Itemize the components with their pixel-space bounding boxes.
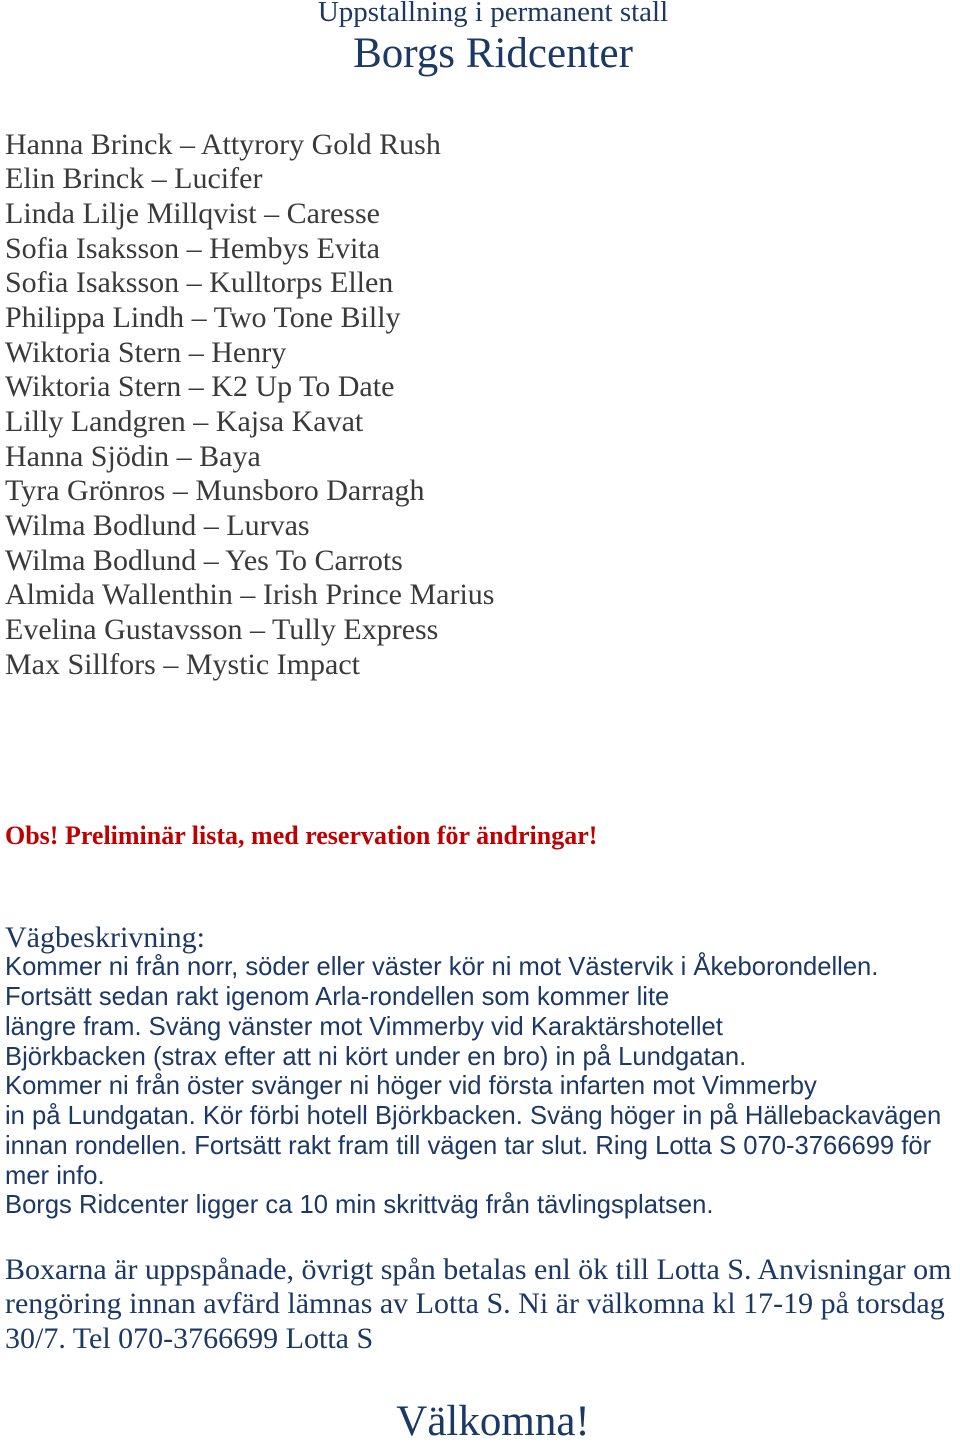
horse-name: Irish Prince Marius	[262, 578, 495, 612]
box-info-paragraph	[5, 1253, 951, 1357]
list-item	[5, 440, 494, 475]
rider-name: Elin Brinck	[5, 162, 145, 196]
directions-line: Borgs Ridcenter ligger ca 10 min skrittväg från tävlingsplatsen.	[5, 1191, 714, 1220]
separator-dash: –	[193, 404, 209, 438]
list-item	[5, 266, 494, 301]
separator-dash: –	[186, 266, 202, 300]
rider-name: Wilma Bodlund	[5, 543, 197, 577]
list-item	[5, 405, 494, 440]
separator-dash: –	[188, 335, 204, 369]
directions-line: in på Lundgatan. Kör förbi hotell Björkbacken. Sväng höger in på Hällebackavägen	[5, 1102, 942, 1131]
rider-name: Tyra Grönros	[5, 474, 166, 508]
rider-name: Sofia Isaksson	[5, 231, 180, 265]
info-line: rengöring innan avfärd lämnas av Lotta S. Ni är välkomna kl 17-19 på torsdag	[5, 1287, 945, 1321]
separator-dash: –	[176, 439, 192, 473]
page-title: Borgs Ridcenter	[353, 30, 633, 77]
rider-name: Almida Wallenthin	[5, 578, 233, 612]
list-item	[5, 128, 494, 163]
rider-name: Hanna Brinck	[5, 127, 173, 161]
horse-name: Munsboro Darragh	[195, 474, 425, 508]
directions-text	[5, 953, 941, 1221]
list-item	[5, 370, 494, 405]
list-item	[5, 578, 494, 613]
rider-name: Evelina Gustavsson	[5, 612, 243, 646]
directions-line: Kommer ni från norr, söder eller väster kör ni mot Västervik i Åkeborondellen.	[5, 953, 879, 982]
separator-dash: –	[179, 127, 195, 161]
page-subtitle: Uppstallning i permanent stall	[317, 0, 669, 28]
preliminary-notice: Obs! Preliminär lista, med reservation för ändringar!	[5, 821, 598, 850]
separator-dash: –	[191, 300, 207, 334]
rider-name: Max Sillfors	[5, 647, 156, 681]
separator-dash: –	[172, 474, 188, 508]
separator-dash: –	[151, 162, 167, 196]
rider-name: Wiktoria Stern	[5, 370, 182, 404]
rider-name: Lilly Landgren	[5, 404, 186, 438]
directions-line: längre fram. Sväng vänster mot Vimmerby vid Karaktärshotellet	[5, 1012, 723, 1041]
horse-name: Baya	[199, 439, 261, 473]
separator-dash: –	[264, 196, 280, 230]
list-item	[5, 474, 494, 509]
horse-name: Caresse	[286, 196, 380, 230]
list-item	[5, 162, 494, 197]
list-item	[5, 301, 494, 336]
directions-line: innan rondellen. Fortsätt rakt fram till vägen tar slut. Ring Lotta S 070-3766699 för	[5, 1131, 932, 1160]
directions-line: Fortsätt sedan rakt igenom Arla-rondellen som kommer lite	[5, 983, 670, 1012]
horse-name: Yes To Carrots	[225, 543, 403, 577]
list-item	[5, 613, 494, 648]
rider-name: Linda Lilje Millqvist	[5, 196, 257, 230]
separator-dash: –	[163, 647, 179, 681]
horse-name: Kulltorps Ellen	[209, 266, 394, 300]
info-line: 30/7. Tel 070-3766699 Lotta S	[5, 1321, 374, 1355]
list-item	[5, 197, 494, 232]
separator-dash: –	[249, 612, 265, 646]
list-item	[5, 509, 494, 544]
stable-assignment-list	[5, 128, 494, 683]
horse-name: Hembys Evita	[209, 231, 380, 265]
horse-name: Two Tone Billy	[213, 300, 401, 334]
directions-heading: Vägbeskrivning:	[5, 920, 205, 954]
rider-name: Philippa Lindh	[5, 300, 185, 334]
horse-name: Tully Express	[271, 612, 439, 646]
rider-name: Hanna Sjödin	[5, 439, 170, 473]
horse-name: K2 Up To Date	[211, 370, 395, 404]
separator-dash: –	[203, 543, 219, 577]
separator-dash: –	[203, 508, 219, 542]
separator-dash: –	[186, 231, 202, 265]
directions-line: Kommer ni från öster svänger ni höger vid första infarten mot Vimmerby	[5, 1072, 817, 1101]
list-item	[5, 232, 494, 267]
separator-dash: –	[188, 370, 204, 404]
list-item	[5, 544, 494, 579]
info-line: Boxarna är uppspånade, övrigt spån betalas enl ök till Lotta S. Anvisningar om	[5, 1252, 952, 1286]
separator-dash: –	[240, 578, 256, 612]
rider-name: Wiktoria Stern	[5, 335, 182, 369]
closing-greeting: Välkomna!	[396, 1397, 590, 1443]
rider-name: Sofia Isaksson	[5, 266, 180, 300]
horse-name: Kajsa Kavat	[215, 404, 364, 438]
horse-name: Mystic Impact	[185, 647, 360, 681]
horse-name: Lucifer	[174, 162, 263, 196]
directions-line: Björkbacken (strax efter att ni kört under en bro) in på Lundgatan.	[5, 1042, 747, 1071]
rider-name: Wilma Bodlund	[5, 508, 197, 542]
horse-name: Attyrory Gold Rush	[200, 127, 441, 161]
list-item	[5, 336, 494, 371]
horse-name: Henry	[211, 335, 287, 369]
list-item	[5, 648, 494, 683]
horse-name: Lurvas	[226, 508, 310, 542]
directions-line: mer info.	[5, 1161, 105, 1190]
